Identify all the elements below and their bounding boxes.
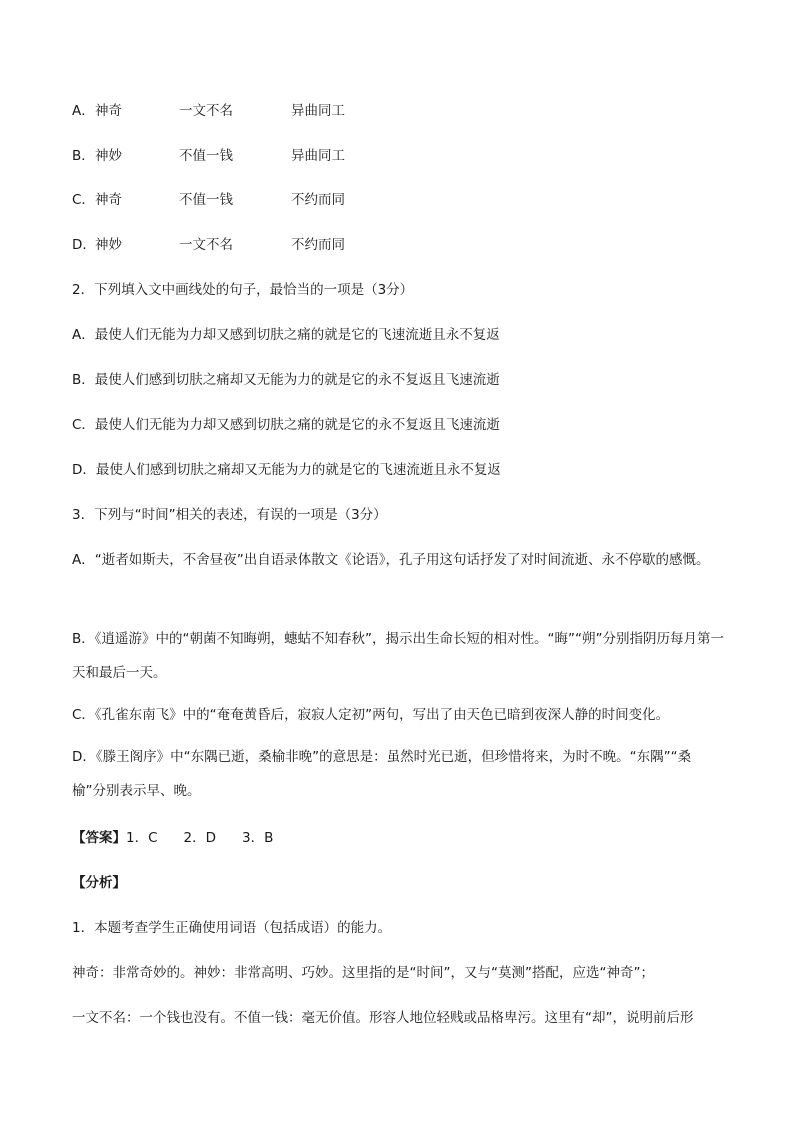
- q2-option-a: A．最使人们无能为力却又感到切肤之痛的就是它的飞速流逝且永不复返: [72, 327, 500, 343]
- analysis-label: 【分析】: [72, 875, 126, 891]
- option-word-3: 异曲同工: [291, 103, 345, 119]
- answer-1: 1．C: [126, 830, 158, 846]
- analysis-line-1: 1．本题考查学生正确使用词语（包括成语）的能力。: [72, 920, 392, 936]
- option-word-3: 不约而同: [291, 237, 345, 253]
- analysis-line-3: 一文不名：一个钱也没有。不值一钱：毫无价值。形容人地位轻贱或品格卑污。这里有“却”，说明前后形: [72, 1010, 694, 1026]
- option-letter: A．: [72, 103, 95, 119]
- option-word-2: 不值一钱: [179, 192, 233, 208]
- q2-option-b: B．最使人们感到切肤之痛却又无能为力的就是它的永不复返且飞速流逝: [72, 372, 500, 388]
- q3-stem: 3．下列与“时间”相关的表述，有误的一项是（3分）: [72, 507, 387, 523]
- q2-stem: 2．下列填入文中画线处的句子，最恰当的一项是（3分）: [72, 282, 414, 298]
- q3-option-d: D．《滕王阁序》中“东隅已逝，桑榆非晚”的意思是：虽然时光已逝，但珍惜将来，为时不晚。“东隅”“桑榆”分别表示早、晚。: [72, 749, 692, 799]
- option-word-2: 一文不名: [179, 103, 233, 119]
- option-letter: D．: [72, 237, 96, 253]
- option-word-2: 一文不名: [179, 237, 233, 253]
- option-word-3: 异曲同工: [291, 148, 345, 164]
- option-word-1: 神妙: [95, 148, 122, 164]
- option-word-2: 不值一钱: [179, 148, 233, 164]
- q3-option-b: B．《逍遥游》中的“朝菌不知晦朔，蟪蛄不知春秋”，揭示出生命长短的相对性。“晦”“朔”分别指阴历每月第一天和最后一天。: [72, 631, 724, 681]
- q3-option-a: A．“逝者如斯夫，不舍昼夜”出自语录体散文《论语》，孔子用这句话抒发了对时间流逝、永不停歇的感慨。: [72, 552, 710, 568]
- option-letter: B．: [72, 148, 95, 164]
- option-word-1: 神奇: [95, 103, 122, 119]
- option-letter: C．: [72, 192, 95, 208]
- analysis-line-2: 神奇：非常奇妙的。神妙：非常高明、巧妙。这里指的是“时间”，又与“莫测”搭配，应选“神奇”；: [72, 965, 654, 981]
- answer-line: [72, 828, 273, 848]
- answer-2: 2．D: [183, 830, 216, 846]
- answer-label: 【答案】: [72, 830, 126, 846]
- option-word-1: 神奇: [95, 192, 122, 208]
- q3-option-c: C．《孔雀东南飞》中的“奄奄黄昏后，寂寂人定初”两句，写出了由天色已暗到夜深人静的时间变化。: [72, 707, 670, 723]
- q2-option-d: D．最使人们感到切肤之痛却又无能为力的就是它的飞速流逝且永不复返: [72, 462, 501, 478]
- option-word-3: 不约而同: [291, 192, 345, 208]
- option-word-1: 神妙: [95, 237, 122, 253]
- q2-option-c: C．最使人们无能为力却又感到切肤之痛的就是它的永不复返且飞速流逝: [72, 417, 500, 433]
- answer-3: 3．B: [242, 830, 274, 846]
